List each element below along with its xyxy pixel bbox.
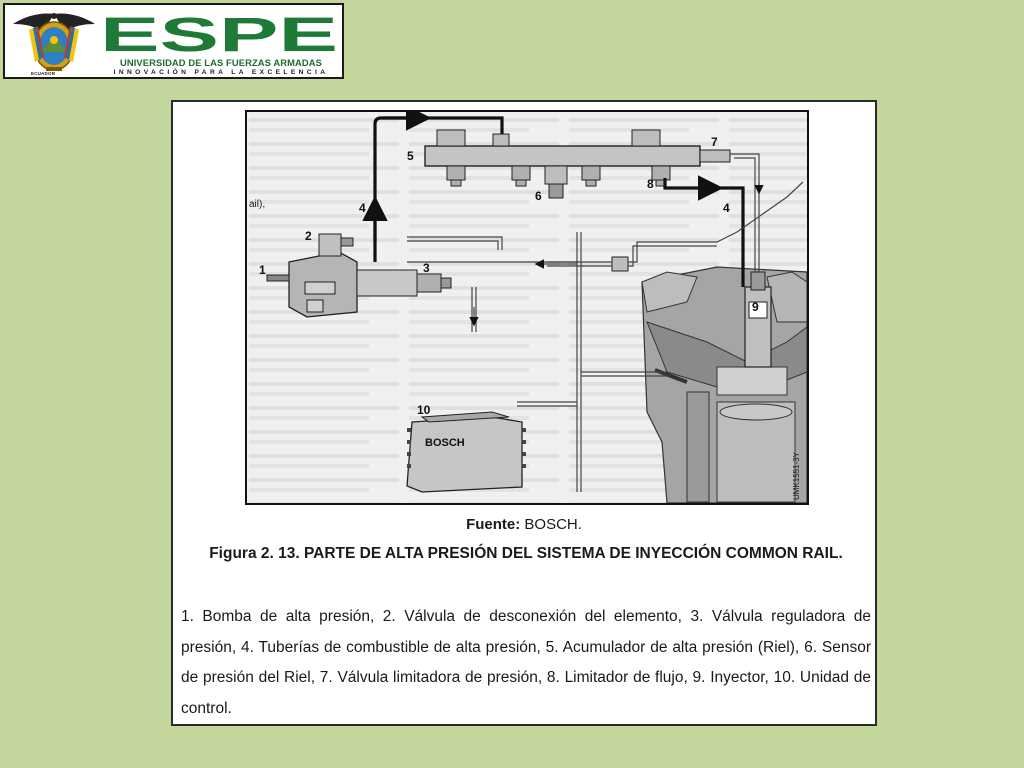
ecu-brand-label: BOSCH [425, 437, 465, 449]
callout-1: 1 [259, 263, 266, 277]
logo-motto: INNOVACIÓN PARA LA EXCELENCIA [113, 69, 329, 76]
callout-3: 3 [423, 261, 430, 275]
figure-caption: Figura 2. 13. PARTE DE ALTA PRESIÓN DEL SISTEMA DE INYECCIÓN COMMON RAIL. [209, 545, 843, 562]
callout-9: 9 [752, 300, 759, 314]
callout-8: 8 [647, 177, 654, 191]
figure-source [173, 516, 875, 533]
scan-partial-text: ail), [249, 199, 266, 210]
source-value: BOSCH. [524, 516, 582, 533]
callout-4-right: 4 [723, 201, 730, 215]
espe-logo [3, 3, 344, 79]
source-label: Fuente: [466, 516, 521, 533]
wordmark-text: ESPE [100, 11, 338, 57]
callout-10: 10 [417, 403, 431, 417]
diagram-side-code: UMK1551-3Y [792, 451, 801, 500]
coat-of-arms-icon [11, 10, 97, 78]
figure-legend: 1. Bomba de alta presión, 2. Válvula de desconexión del elemento, 3. Válvula reguladora de presión, 4. Tuberías de combustible de alta presión, 5. Acumulador de alta presión (Riel), 6. Sensor de presión del Riel, 7. Válvula limitadora de presión, 8. Limitador de flujo, 9. Inyector, 10. Unidad de control. [181, 608, 871, 717]
callout-6: 6 [535, 189, 542, 203]
callout-2: 2 [305, 229, 312, 243]
figure-panel [171, 100, 877, 726]
logo-country: ECUADOR [31, 71, 56, 76]
logo-university-name: UNIVERSIDAD DE LAS FUERZAS ARMADAS [119, 57, 323, 68]
espe-wordmark [97, 11, 341, 57]
callout-4-left: 4 [359, 201, 366, 215]
diagram-drawing [247, 112, 807, 503]
common-rail-diagram [245, 110, 809, 505]
callout-7: 7 [711, 135, 718, 149]
callout-5: 5 [407, 149, 414, 163]
